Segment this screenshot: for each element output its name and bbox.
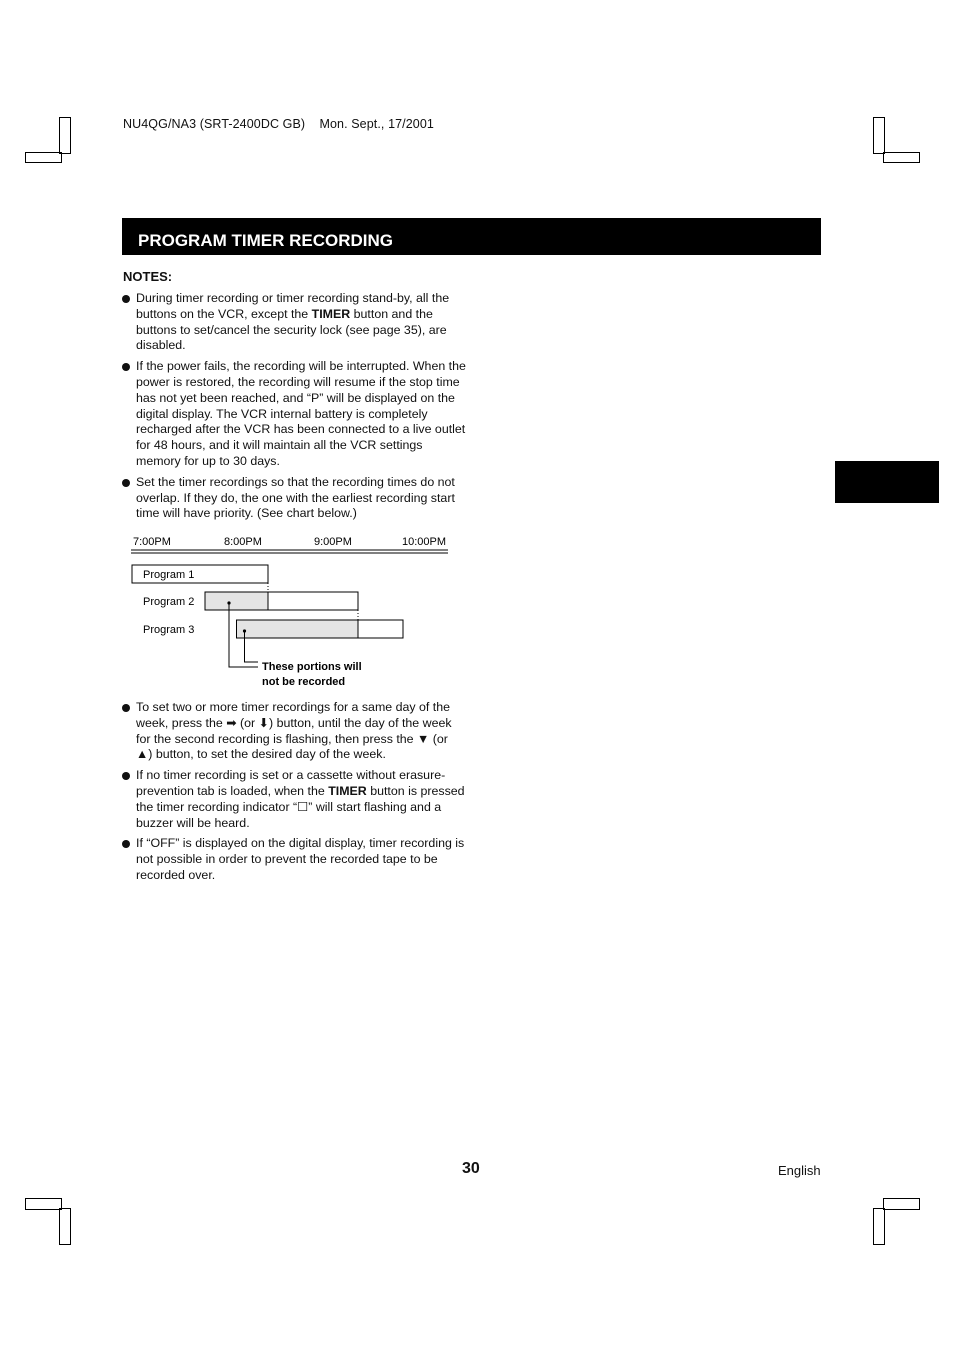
unrecorded-portion	[205, 592, 268, 610]
unrecorded-portion	[237, 620, 359, 638]
document-meta: NU4QG/NA3 (SRT-2400DC GB) Mon. Sept., 17/2001	[123, 117, 434, 131]
crop-mark	[25, 1198, 62, 1210]
program-label: Program 3	[143, 624, 195, 636]
note-item: If no timer recording is set or a cassette without erasure-prevention tab is loaded, when the TIMER button is pressed the timer recording indicator “☐” will start flashing and a buzzer will be heard.	[122, 768, 467, 831]
note-item: If the power fails, the recording will be interrupted. When the power is restored, the recording will resume if the stop time has not yet been reached, and “P” will be displayed on the digital display. The VCR internal battery is completely recharged after the VCR has been connected to a live outlet for 48 hours, and it will maintain all the VCR settings memory for up to 30 days.	[122, 359, 467, 470]
annotation-text: not be recorded	[262, 676, 346, 688]
annotation-text: These portions will	[262, 661, 362, 673]
page-number: 30	[462, 1160, 480, 1177]
time-label: 9:00PM	[314, 536, 352, 548]
crop-mark	[883, 1198, 920, 1210]
time-label: 10:00PM	[402, 536, 447, 548]
crop-mark	[59, 1208, 71, 1245]
note-item: Set the timer recordings so that the recording times do not overlap. If they do, the one with the earliest recording start time will have priority. (See chart below.)	[122, 475, 467, 522]
time-label: 7:00PM	[133, 536, 171, 548]
language-label: English	[778, 1163, 821, 1178]
note-item: To set two or more timer recordings for a same day of the week, press the ➡ (or ⬇) button, until the day of the week for the second recording is flashing, then press the ▼ (or ▲) button, to set the desired day of the week.	[122, 700, 467, 763]
program-label: Program 1	[143, 569, 195, 581]
crop-mark	[873, 1208, 885, 1245]
notes-list-bottom	[122, 700, 467, 889]
program-label: Program 2	[143, 596, 195, 608]
time-label: 8:00PM	[224, 536, 262, 548]
notes-title: NOTES:	[123, 269, 173, 284]
note-item: During timer recording or timer recording stand-by, all the buttons on the VCR, except the TIMER button and the buttons to set/cancel the security lock (see page 35), are disabled.	[122, 291, 467, 354]
note-item: If “OFF” is displayed on the digital display, timer recording is not possible in order to prevent the recorded tape to be recorded over.	[122, 836, 467, 883]
section-title: PROGRAM TIMER RECORDING	[138, 231, 393, 250]
